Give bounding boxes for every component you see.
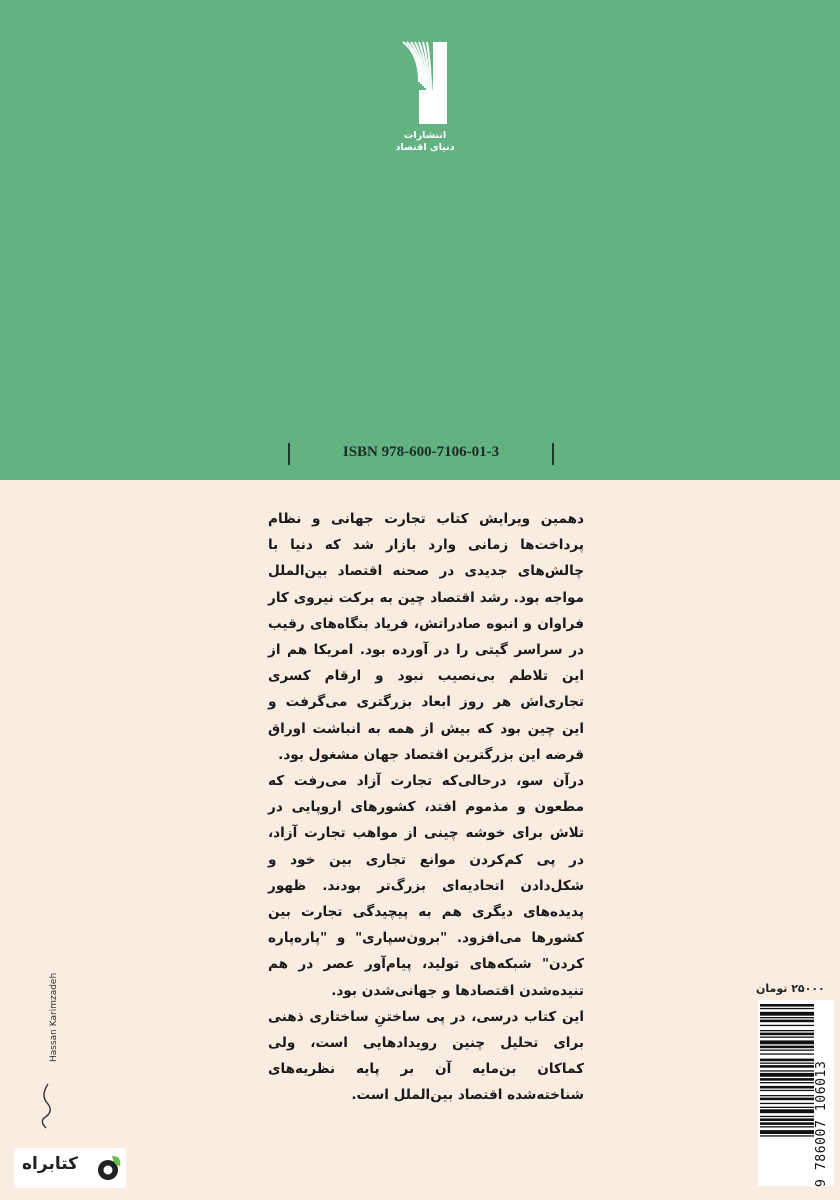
barcode-stripe bbox=[760, 1098, 814, 1101]
barcode-stripe bbox=[760, 1118, 814, 1121]
publisher-book-icon bbox=[385, 38, 465, 130]
barcode-stripe bbox=[760, 1090, 814, 1091]
barcode-stripe bbox=[760, 1135, 814, 1136]
barcode-stripe bbox=[760, 1126, 814, 1127]
barcode-stripe bbox=[760, 1116, 814, 1117]
back-cover-blurb bbox=[268, 506, 584, 1109]
designer-credit: Hassan Karimzadeh bbox=[49, 972, 59, 1062]
barcode-stripe bbox=[760, 1109, 814, 1113]
barcode-stripe bbox=[760, 1030, 814, 1031]
barcode-stripe bbox=[760, 1046, 814, 1049]
blurb-paragraph-3: این کتاب درسی، در پی ساختنِ ساختاری ذهنی برای تحلیل چنین رویدادهایی است، ولی کماکان بن‌مایه آن بر پایه نظریه‌های شناخته‌شده اقتصاد بین‌الملل است. bbox=[268, 1008, 584, 1104]
isbn-number: ISBN 978-600-7106-01-3 bbox=[342, 444, 500, 460]
barcode-stripe bbox=[760, 1073, 814, 1077]
barcode-stripe bbox=[760, 1008, 814, 1009]
barcode-stripe bbox=[760, 1037, 814, 1038]
barcode-stripe bbox=[760, 1086, 814, 1089]
barcode-stripe bbox=[760, 1053, 814, 1054]
isbn-block bbox=[288, 440, 554, 468]
green-top-band bbox=[0, 0, 840, 480]
barcode-stripe bbox=[760, 1130, 814, 1134]
blurb-paragraph-1: دهمین ویرایش کتاب تجارت جهانی و نظام پرداخت‌ها زمانی وارد بازار شد که دنیا با چالش‌های جدیدی در صحنه اقتصاد بین‌الملل مواجه بود. رشد اقتصاد چین به برکت نیروی کار فراوان و انبوه صادراتش، فریاد بنگاه‌های رقیب در سراسر گیتی را در آورده بود. امریکا هم از این تلاطم بی‌نصیب نبود و ارقام کسری تجاری‌اش هر روز ابعاد بزرگتری می‌گرفت و این چین بود که بیش از همه به انباشت اوراق قرضه این بزرگترین اقتصاد جهان مشغول بود. bbox=[268, 511, 584, 763]
publisher-name-line1: انتشارات bbox=[403, 130, 447, 141]
isbn-right-bar bbox=[552, 443, 554, 465]
barcode-stripe bbox=[760, 1004, 814, 1007]
barcode-stripe bbox=[760, 1063, 814, 1064]
ketabrah-watermark bbox=[14, 1148, 126, 1188]
price-label: ۲۵۰۰۰ تومان bbox=[756, 982, 825, 995]
barcode-stripe bbox=[760, 1107, 814, 1108]
barcode-stripe bbox=[760, 1017, 814, 1018]
barcode-stripe bbox=[760, 1020, 814, 1023]
barcode-stripe bbox=[760, 1025, 814, 1026]
barcode-digits: 9 786007 106013 bbox=[814, 1060, 829, 1187]
barcode-stripe bbox=[760, 1103, 814, 1104]
barcode-stripe bbox=[760, 1070, 814, 1071]
designer-signature-icon bbox=[36, 1082, 56, 1132]
publisher-name-line2: دنیای اقتصاد bbox=[395, 142, 455, 153]
barcode-stripe bbox=[760, 1078, 814, 1081]
barcode-stripe bbox=[760, 1095, 814, 1096]
barcode-stripe bbox=[760, 1050, 814, 1051]
barcode-stripe bbox=[760, 1012, 814, 1016]
ketabrah-logo-icon bbox=[96, 1154, 122, 1182]
barcode-stripe bbox=[760, 1059, 814, 1062]
blurb-paragraph-2: درآن سو، درحالی‌که تجارت آزاد می‌رفت که مطعون و مذموم افتد، کشورهای اروپایی در تلاش برای خوشه چینی از مواهب تجارت آزاد، در پی کم‌کردن موانع تجاری بین خود و شکل‌دادن اتحادیه‌ای بزرگ‌تر بودند. ظهور پدیده‌های دیگری هم به پیچیدگی تجارت بین کشورها می‌افزود. "برون‌سپاری" و "پاره‌پاره کردن" شبکه‌های تولید، پیام‌آور عصر در هم تنیده‌شدن اقتصادها و جهانی‌شدن بود. bbox=[268, 773, 584, 999]
barcode-stripe bbox=[760, 1040, 814, 1044]
barcode-stripe bbox=[760, 1082, 814, 1083]
barcode-stripe bbox=[760, 1122, 814, 1125]
barcode-stripe bbox=[760, 1065, 814, 1068]
barcode-stripe bbox=[760, 1033, 814, 1036]
watermark-text: کتابراه bbox=[22, 1154, 79, 1174]
publisher-logo bbox=[385, 38, 465, 158]
